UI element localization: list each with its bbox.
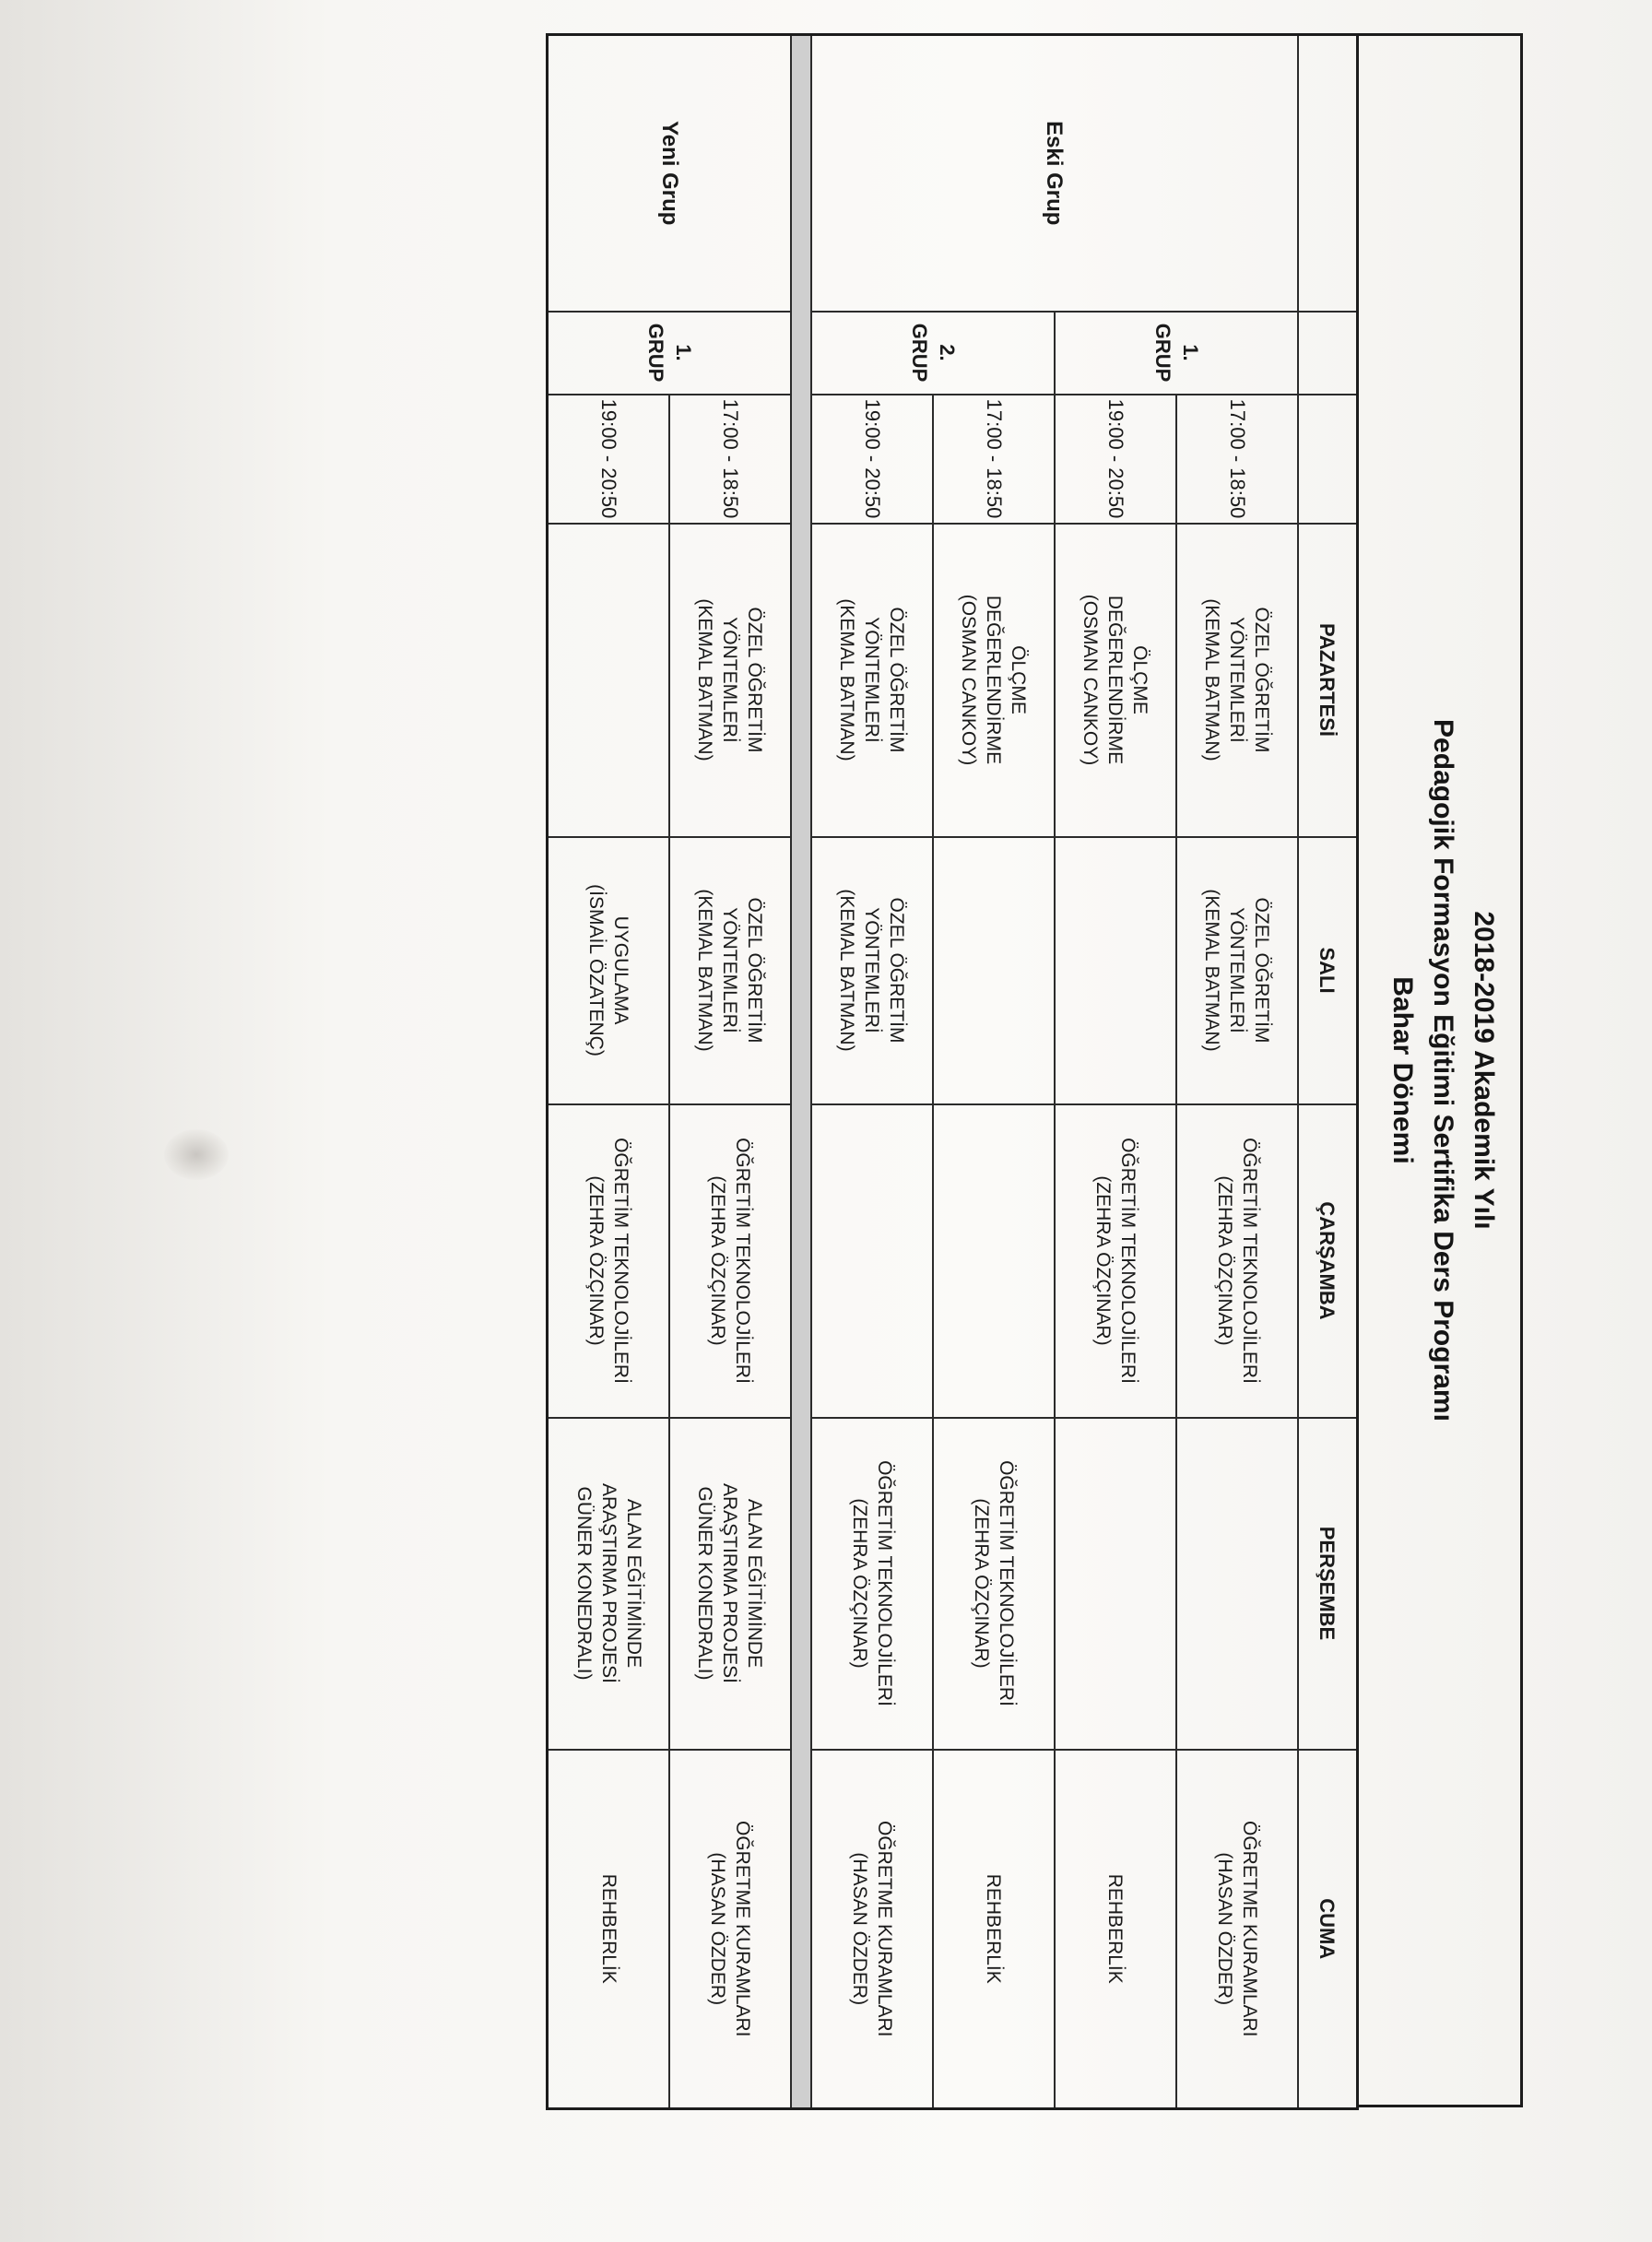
course-line: (İSMAİL ÖZATENÇ) — [585, 884, 608, 1056]
course-cell — [1055, 837, 1176, 1104]
empty-header-cell — [1298, 312, 1358, 395]
course-cell — [1176, 1418, 1298, 1750]
course-line: YÖNTEMLERİ — [861, 617, 883, 743]
course-line: (HASAN ÖZDER) — [707, 1852, 728, 2006]
course-cell — [811, 1104, 933, 1418]
course-line: (KEMAL BATMAN) — [1201, 889, 1223, 1052]
course-line: ÖĞRETİM TEKNOLOJİLERİ — [996, 1460, 1017, 1706]
course-line: ARAŞTIRMA PROJESİ — [719, 1482, 741, 1684]
course-line: ALAN EĞİTİMİNDE — [622, 1498, 644, 1669]
time-slot: 17:00 - 18:50 — [933, 395, 1055, 524]
course-line: (KEMAL BATMAN) — [836, 889, 858, 1052]
course-line: REHBERLİK — [983, 1873, 1005, 1984]
course-line: ALAN EĞİTİMİNDE — [744, 1498, 766, 1669]
schedule-row — [1176, 35, 1298, 2109]
time-slot: 19:00 - 20:50 — [811, 395, 933, 524]
group-label-eski: Eski Grup — [811, 35, 1298, 312]
course-line: ÖLÇME — [1008, 645, 1030, 714]
day-header-carsamba: ÇARŞAMBA — [1298, 1104, 1358, 1418]
course-cell — [548, 1750, 669, 2109]
course-cell — [1176, 1104, 1298, 1418]
course-line: (ZEHRA ÖZÇINAR) — [971, 1498, 992, 1669]
course-line: ÖĞRETME KURAMLARI — [1239, 1820, 1260, 2037]
course-line: (KEMAL BATMAN) — [694, 598, 716, 761]
course-cell — [548, 837, 669, 1104]
schedule-table — [547, 33, 1360, 2110]
schedule-row — [933, 35, 1055, 2109]
course-line: ÖZEL ÖĞRETİM — [886, 897, 908, 1044]
course-cell — [669, 837, 791, 1104]
course-cell — [933, 1104, 1055, 1418]
title-line-2: Pedagojik Formasyon Eğitimi Sertifika Ders Programı — [1428, 719, 1458, 1422]
course-line: YÖNTEMLERİ — [1226, 907, 1248, 1033]
time-slot: 17:00 - 18:50 — [1176, 395, 1298, 524]
course-line: REHBERLİK — [1104, 1873, 1127, 1984]
course-cell — [669, 1750, 791, 2109]
course-cell — [1055, 1750, 1176, 2109]
course-cell — [669, 1104, 791, 1418]
course-line: ÖĞRETME KURAMLARI — [732, 1820, 753, 2037]
course-line: (HASAN ÖZDER) — [1214, 1852, 1235, 2006]
course-line: REHBERLİK — [597, 1873, 620, 1984]
course-line: (OSMAN CANKOY) — [1080, 594, 1102, 766]
subgroup-label-1: 1. GRUP — [548, 312, 791, 395]
course-line: ARAŞTIRMA PROJESİ — [597, 1482, 620, 1684]
course-line: YÖNTEMLERİ — [719, 617, 741, 743]
course-cell — [933, 1750, 1055, 2109]
course-cell — [811, 1418, 933, 1750]
time-slot: 17:00 - 18:50 — [669, 395, 791, 524]
empty-header-cell — [1298, 35, 1358, 312]
course-line: (KEMAL BATMAN) — [836, 598, 858, 761]
document-header — [1359, 33, 1523, 2107]
course-line: ÖZEL ÖĞRETİM — [886, 607, 908, 753]
subgroup-label-2: 2. GRUP — [811, 312, 1055, 395]
empty-header-cell — [1298, 395, 1358, 524]
course-line: (ZEHRA ÖZÇINAR) — [1092, 1175, 1114, 1346]
time-slot: 19:00 - 20:50 — [548, 395, 669, 524]
course-line: ÖĞRETİM TEKNOLOJİLERİ — [874, 1460, 895, 1706]
day-header-pazartesi: PAZARTESİ — [1298, 524, 1358, 837]
course-line: DEĞERLENDİRME — [983, 595, 1005, 765]
course-cell — [1055, 1418, 1176, 1750]
course-cell — [933, 837, 1055, 1104]
title-line-1: 2018-2019 Akademik Yılı — [1469, 911, 1499, 1230]
course-cell — [548, 1418, 669, 1750]
course-cell — [1176, 837, 1298, 1104]
schedule-document — [398, 33, 1523, 2107]
course-line: GÜNER KONEDRALI) — [572, 1486, 595, 1681]
course-line: (KEMAL BATMAN) — [1201, 598, 1223, 761]
course-line: ÖZEL ÖĞRETİM — [744, 897, 766, 1044]
course-line: UYGULAMA — [610, 915, 632, 1025]
course-cell — [811, 837, 933, 1104]
schedule-row — [669, 35, 791, 2109]
course-line: ÖĞRETME KURAMLARI — [874, 1820, 895, 2037]
course-line: ÖĞRETİM TEKNOLOJİLERİ — [610, 1138, 632, 1384]
course-line: (ZEHRA ÖZÇINAR) — [585, 1175, 608, 1346]
paper-smudge — [164, 1129, 229, 1180]
group-separator — [791, 35, 811, 2109]
course-line: ÖĞRETİM TEKNOLOJİLERİ — [1117, 1138, 1139, 1384]
title-line-3: Bahar Dönemi — [1387, 976, 1418, 1164]
course-line: YÖNTEMLERİ — [1226, 617, 1248, 743]
course-cell — [1055, 524, 1176, 837]
course-line: ÖĞRETİM TEKNOLOJİLERİ — [732, 1138, 753, 1384]
course-line: YÖNTEMLERİ — [861, 907, 883, 1033]
course-line: ÖĞRETİM TEKNOLOJİLERİ — [1239, 1138, 1260, 1384]
course-cell — [933, 1418, 1055, 1750]
course-cell — [669, 1418, 791, 1750]
day-header-cuma: CUMA — [1298, 1750, 1358, 2109]
day-header-sali: SALI — [1298, 837, 1358, 1104]
course-cell — [669, 524, 791, 837]
course-line: ÖLÇME — [1129, 645, 1151, 714]
course-line: (OSMAN CANKOY) — [958, 594, 980, 766]
course-line: DEĞERLENDİRME — [1104, 595, 1127, 765]
day-header-row — [1298, 35, 1358, 2109]
course-line: GÜNER KONEDRALI) — [694, 1486, 716, 1681]
course-line: ÖZEL ÖĞRETİM — [1251, 607, 1273, 753]
course-cell — [811, 524, 933, 837]
course-cell — [548, 1104, 669, 1418]
course-cell — [548, 524, 669, 837]
time-slot: 19:00 - 20:50 — [1055, 395, 1176, 524]
course-line: ÖZEL ÖĞRETİM — [1251, 897, 1273, 1044]
course-line: (ZEHRA ÖZÇINAR) — [849, 1498, 870, 1669]
course-cell — [1055, 1104, 1176, 1418]
course-cell — [933, 524, 1055, 837]
subgroup-label-1: 1. GRUP — [1055, 312, 1298, 395]
course-line: YÖNTEMLERİ — [719, 907, 741, 1033]
group-label-yeni: Yeni Grup — [548, 35, 791, 312]
day-header-persembe: PERŞEMBE — [1298, 1418, 1358, 1750]
course-line: (KEMAL BATMAN) — [694, 889, 716, 1052]
course-line: (HASAN ÖZDER) — [849, 1852, 870, 2006]
course-line: (ZEHRA ÖZÇINAR) — [707, 1175, 728, 1346]
course-cell — [1176, 524, 1298, 837]
separator-band — [791, 35, 811, 2109]
course-line: (ZEHRA ÖZÇINAR) — [1214, 1175, 1235, 1346]
course-cell — [811, 1750, 933, 2109]
course-line: ÖZEL ÖĞRETİM — [744, 607, 766, 753]
course-cell — [1176, 1750, 1298, 2109]
